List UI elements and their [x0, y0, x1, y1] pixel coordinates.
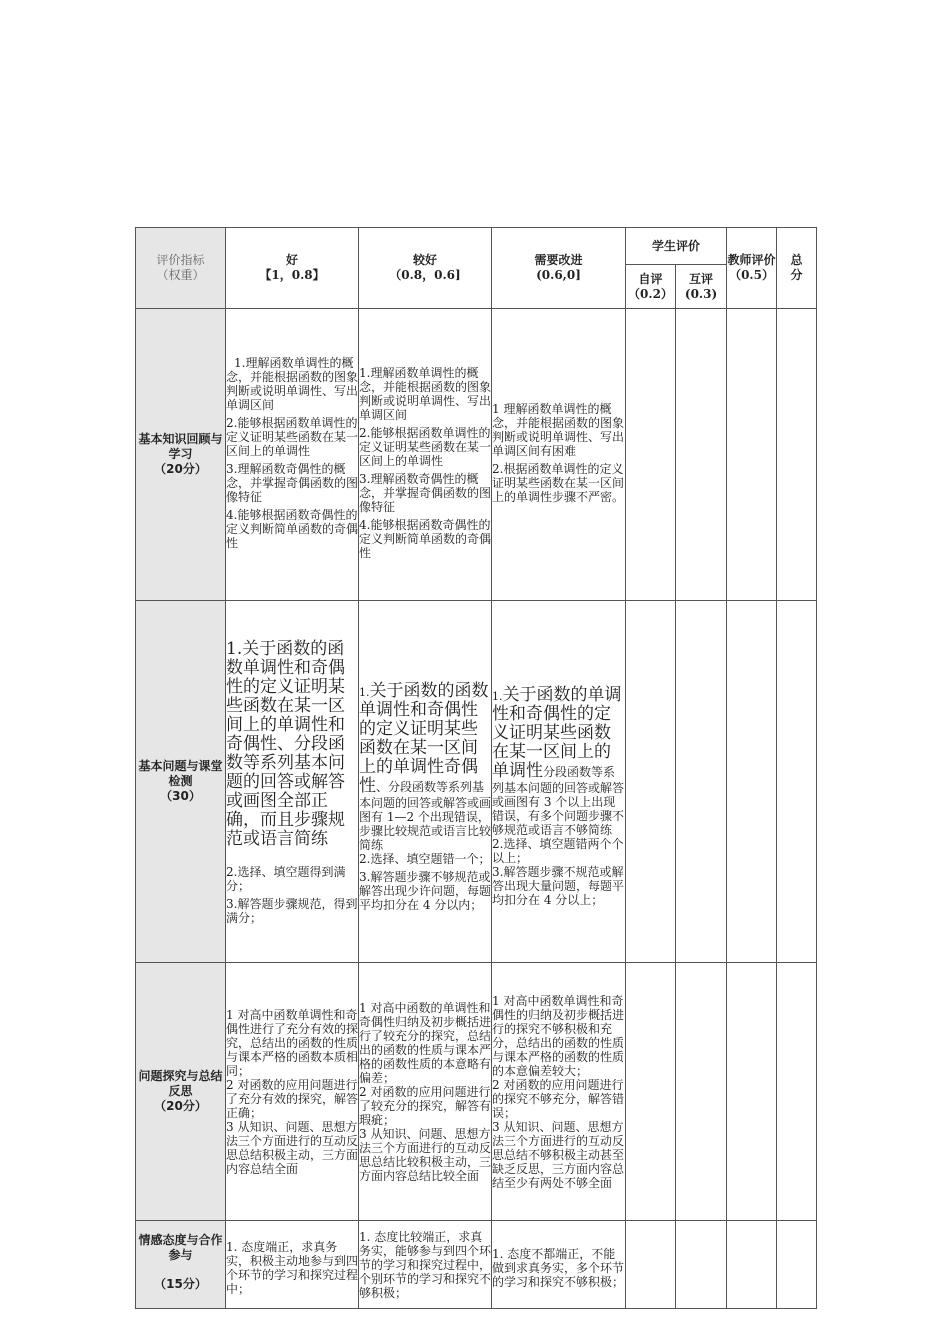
teacher-eval-input[interactable]	[727, 963, 777, 1221]
total-score-input[interactable]	[777, 963, 817, 1221]
teacher-eval-input[interactable]	[727, 601, 777, 963]
cell-fair: 1.关于函数的函数单调性和奇偶性的定义证明某些函数在某一区间上的单调性奇偶性、分段函数等系列基本问题的回答或解答或画图有 1—2 个出现错误，步骤比较规范或语言比较简练 2.选择、填空题错一个； 3.解答题步骤不够规范或解答出现少许问题，每题平均扣分在 4 分以内；	[359, 601, 492, 963]
total-score-input[interactable]	[777, 309, 817, 601]
header-self-eval: 自评 （0.2）	[626, 265, 676, 309]
table-row	[136, 1221, 817, 1309]
cell-good: 1. 态度端正，求真务实，积极主动地参与到四个环节的学习和探究过程中；	[226, 1221, 359, 1309]
header-student-eval: 学生评价	[626, 228, 727, 265]
table-row	[136, 963, 817, 1221]
row-label-basic-problems: 基本问题与课堂检测 （30）	[136, 601, 226, 963]
cell-fair: 1.理解函数单调性的概念，并能根据函数的图象判断或说明单调性、写出单调区间 2.能够根据函数单调性的定义证明某些函数在某一区间上的单调性 3.理解函数奇偶性的概念，并掌握奇偶函数的图像特征 4.能够根据函数奇偶性的定义判断简单函数的奇偶性	[359, 309, 492, 601]
cell-fair: 1. 态度比较端正，求真务实，能够参与到四个环节的学习和探究过程中，个别环节的学习和探究不够积极；	[359, 1221, 492, 1309]
self-eval-input[interactable]	[626, 309, 676, 601]
header-total: 总分	[777, 228, 817, 309]
total-score-input[interactable]	[777, 1221, 817, 1309]
row-label-attitude: 情感态度与合作参与 （15分）	[136, 1221, 226, 1309]
cell-fair: 1 对高中函数的单调性和奇偶性归纳及初步概括进行了较充分的探究，总结出的函数的性质与课本严格的函数性质的本意略有偏差； 2 对函数的应用问题进行了较充分的探究，解答有瑕疵； 3 从知识、问题、思想方法三个方面进行的互动反思总结比较积极主动，三方面内容总结比较全面	[359, 963, 492, 1221]
cell-improve: 1 理解函数单调性的概念，并能根据函数的图象判断或说明单调性、写出单调区间有困难 2.根据函数单调性的定义证明某些函数在某一区间上的单调性步骤不严密。	[492, 309, 626, 601]
teacher-eval-input[interactable]	[727, 1221, 777, 1309]
header-fair: 较好 （0.8，0.6]	[359, 228, 492, 309]
header-teacher-eval: 教师评价 （0.5）	[727, 228, 777, 309]
table-row	[136, 309, 817, 601]
cell-improve: 1. 态度不都端正，不能做到求真务实，多个环节的学习和探究不够积极；	[492, 1221, 626, 1309]
header-indicator: 评价指标 （权重）	[136, 228, 226, 309]
header-good: 好 【1，0.8】	[226, 228, 359, 309]
cell-good: 1.关于函数的函数单调性和奇偶性的定义证明某些函数在某一区间上的单调性和奇偶性、分段函数等系列基本问题的回答或解答或画图全部正确，而且步骤规范或语言简练 2.选择、填空题得到满分； 3.解答题步骤规范，得到满分；	[226, 601, 359, 963]
self-eval-input[interactable]	[626, 601, 676, 963]
table-row	[136, 601, 817, 963]
peer-eval-input[interactable]	[676, 963, 727, 1221]
evaluation-rubric-table	[135, 227, 817, 1309]
cell-good: 1.理解函数单调性的概念，并能根据函数的图象判断或说明单调性、写出单调区间 2.能够根据函数单调性的定义证明某些函数在某一区间上的单调性 3.理解函数奇偶性的概念，并掌握奇偶函数的图像特征 4.能够根据函数奇偶性的定义判断简单函数的奇偶性	[226, 309, 359, 601]
teacher-eval-input[interactable]	[727, 309, 777, 601]
cell-improve: 1 对高中函数单调性和奇偶性的归纳及初步概括进行的探究不够积极和充分，总结出的函数的性质与课本严格的函数的性质的本意偏差较大； 2 对函数的应用问题进行的探究不够充分，解答错误； 3 从知识、问题、思想方法三个方面进行的互动反思总结不够积极主动甚至缺乏反思，三方面内容总结至少有两处不够全面	[492, 963, 626, 1221]
peer-eval-input[interactable]	[676, 309, 727, 601]
self-eval-input[interactable]	[626, 963, 676, 1221]
cell-improve: 1.关于函数的单调性和奇偶性的定义证明某些函数在某一区间上的单调性分段函数等系列基本问题的回答或解答或画图有 3 个以上出现错误，有多个问题步骤不够规范或语言不够简练 2.选择、填空题错两个个以上； 3.解答题步骤不规范或解答出现大量问题，每题平均扣分在 4 分以上；	[492, 601, 626, 963]
header-peer-eval: 互评 (0.3)	[676, 265, 727, 309]
row-label-basic-knowledge: 基本知识回顾与学习 （20分）	[136, 309, 226, 601]
header-improve: 需要改进 (0.6,0]	[492, 228, 626, 309]
total-score-input[interactable]	[777, 601, 817, 963]
self-eval-input[interactable]	[626, 1221, 676, 1309]
header-row-1	[136, 228, 817, 265]
peer-eval-input[interactable]	[676, 1221, 727, 1309]
peer-eval-input[interactable]	[676, 601, 727, 963]
cell-good: 1 对高中函数单调性和奇偶性进行了充分有效的探究，总结出的函数的性质与课本严格的函数本质相同； 2 对函数的应用问题进行了充分有效的探究，解答正确； 3 从知识、问题、思想方法三个方面进行的互动反思总结积极主动，三方面内容总结全面	[226, 963, 359, 1221]
row-label-problem-exploration: 问题探究与总结反思 （20分）	[136, 963, 226, 1221]
